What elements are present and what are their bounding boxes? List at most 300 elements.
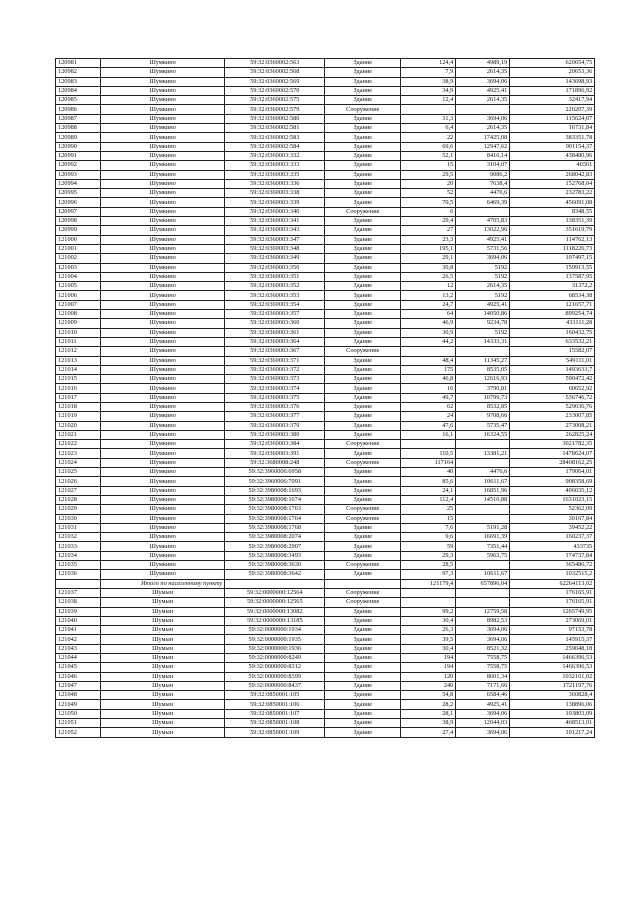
cadastral-value-cell: 160432,75 [510,328,595,337]
area-cell: 69,6 [401,142,456,151]
rate-cell: 9708,66 [456,412,510,421]
settlement-name-cell: Шумкино [101,375,225,384]
cadastral-value-cell: 633532,21 [510,337,595,346]
row-number-cell: 120990 [56,142,101,151]
cadastral-number-cell: 59:32:3980008:1768 [225,523,325,532]
object-type-cell: Здание [325,542,401,551]
object-type-cell: Здание [325,235,401,244]
rate-cell [456,347,510,356]
settlement-name-cell: Шумкино [101,189,225,198]
area-cell: 12 [401,282,456,291]
area-cell: 124,4 [401,59,456,68]
row-number-cell: 121005 [56,282,101,291]
table-row [56,124,595,133]
cadastral-number-cell: 59:32:0360003:373 [225,375,325,384]
area-cell: 13,2 [401,291,456,300]
settlement-name-cell: Шумын [101,635,225,644]
row-number-cell: 121002 [56,254,101,263]
area-cell: 97,3 [401,570,456,579]
rate-cell: 16691,39 [456,533,510,542]
area-cell: 29,5 [401,170,456,179]
cadastral-number-cell: 59:32:0360003:371 [225,356,325,365]
cadastral-value-cell: 433735 [510,542,595,551]
cadastral-number-cell: 59:32:0360003:391 [225,449,325,458]
settlement-name-cell: Шумкино [101,505,225,514]
object-type-cell: Здание [325,68,401,77]
row-number-cell: 121043 [56,644,101,653]
row-number-cell: 121045 [56,663,101,672]
settlement-name-cell: Шумкино [101,365,225,374]
area-cell: 28,5 [401,561,456,570]
settlement-name-cell: Шумкино [101,235,225,244]
cadastral-number-cell: 59:32:0360003:354 [225,300,325,309]
area-cell: 48,4 [401,356,456,365]
settlement-name-cell: Шумкино [101,356,225,365]
cadastral-value-cell: 160237,37 [510,533,595,542]
table-row [56,179,595,188]
area-cell: 120 [401,672,456,681]
row-number-cell: 120995 [56,189,101,198]
cadastral-value-cell: 233007,85 [510,412,595,421]
object-type-cell: Здание [325,310,401,319]
row-number-cell: 121009 [56,319,101,328]
cadastral-number-cell: 59:32:0000000:8312 [225,663,325,672]
settlement-name-cell: Шумын [101,588,225,597]
table-row [56,86,595,95]
object-type-cell: Здание [325,375,401,384]
area-cell: 240 [401,681,456,690]
area-cell: 59 [401,542,456,551]
rate-cell: 5191,28 [456,523,510,532]
cadastral-number-cell: 59:32:0360003:372 [225,365,325,374]
table-row [56,430,595,439]
table-row [56,495,595,504]
object-type-cell: Сооружение [325,514,401,523]
object-type-cell: Здание [325,393,401,402]
table-row [56,551,595,560]
object-type-cell: Здание [325,365,401,374]
rate-cell: 12947,62 [456,142,510,151]
table-row [56,244,595,253]
table-row [56,719,595,728]
rate-cell: 2614,35 [456,68,510,77]
row-number-cell: 120999 [56,226,101,235]
settlement-name-cell: Шумкино [101,430,225,439]
object-type-cell: Здание [325,449,401,458]
cadastral-number-cell: 59:32:0360002:584 [225,142,325,151]
row-number-cell: 121026 [56,477,101,486]
table-row [56,663,595,672]
rate-cell: 4476,6 [456,189,510,198]
row-number-cell: 120992 [56,161,101,170]
cadastral-number-cell: 59:32:0000000:8399 [225,672,325,681]
cadastral-value-cell: 1493633,7 [510,365,595,374]
rate-cell: 4476,6 [456,468,510,477]
cadastral-value-cell: 406035,12 [510,486,595,495]
row-number-cell: 121052 [56,728,101,737]
cadastral-value-cell: 1032161,02 [510,672,595,681]
cadastral-number-cell: 59:32:0360003:375 [225,393,325,402]
row-number-cell: 121021 [56,430,101,439]
cadastral-number-cell: 59:32:3980008:2907 [225,542,325,551]
object-type-cell: Здание [325,263,401,272]
cadastral-number-cell: 59:32:0000000:8437 [225,681,325,690]
settlement-name-cell: Шумкино [101,170,225,179]
cadastral-number-cell: 59:32:0000000:1936 [225,644,325,653]
rate-cell: 14050,86 [456,310,510,319]
rate-cell: 14510,88 [456,495,510,504]
settlement-name-cell: Шумкино [101,198,225,207]
table-row [56,96,595,105]
object-type-cell: Сооружение [325,440,401,449]
rate-cell: 12616,93 [456,375,510,384]
area-cell: 175 [401,365,456,374]
object-type-cell: Здание [325,477,401,486]
cadastral-value-cell: 220207,39 [510,105,595,114]
row-number-cell: 121038 [56,598,101,607]
rate-cell: 4925,41 [456,700,510,709]
rate-cell: 3694,06 [456,709,510,718]
rate-cell: 10611,67 [456,477,510,486]
cadastral-number-cell: 59:32:0360003:361 [225,328,325,337]
object-type-cell: Здание [325,719,401,728]
settlement-name-cell: Шумкино [101,244,225,253]
cadastral-number-cell: 59:32:3980008:1764 [225,514,325,523]
cadastral-number-cell: 59:32:0000000:1935 [225,635,325,644]
table-row [56,272,595,281]
area-cell: 26,3 [401,626,456,635]
row-number-cell: 121034 [56,551,101,560]
settlement-name-cell: Шумкино [101,263,225,272]
cadastral-value-cell: 15582,07 [510,347,595,356]
table-row [56,161,595,170]
table-row [56,486,595,495]
cadastral-value-cell: 16731,84 [510,124,595,133]
settlement-name-cell: Шумын [101,681,225,690]
area-cell: 15 [401,161,456,170]
cadastral-number-cell: 59:32:0360002:580 [225,114,325,123]
cadastral-value-cell: 107497,15 [510,254,595,263]
row-number-cell: 120997 [56,207,101,216]
area-cell: 117164 [401,458,456,467]
table-row [56,533,595,542]
area-cell [401,440,456,449]
settlement-name-cell: Шумкино [101,272,225,281]
object-type-cell: Здание [325,700,401,709]
area-cell: 39,5 [401,635,456,644]
row-number-cell: 120994 [56,179,101,188]
row-number-cell: 121023 [56,449,101,458]
area-cell: 27,4 [401,728,456,737]
row-number-cell: 121028 [56,495,101,504]
rate-cell: 8521,32 [456,644,510,653]
cadastral-number-cell: 59:32:0360003:341 [225,217,325,226]
rate-cell: 4925,41 [456,300,510,309]
rate-cell: 5192 [456,263,510,272]
row-number-cell: 120996 [56,198,101,207]
cadastral-value-cell: 46561 [510,161,595,170]
table-row [56,300,595,309]
object-type-cell [325,579,401,588]
row-number-cell: 121025 [56,468,101,477]
settlement-name-cell: Шумкино [101,458,225,467]
object-type-cell: Здание [325,430,401,439]
area-cell: 29,4 [401,217,456,226]
object-type-cell: Здание [325,681,401,690]
cadastral-value-cell: 468513,01 [510,719,595,728]
area-cell: 22 [401,133,456,142]
settlement-name-cell: Шумкино [101,300,225,309]
cadastral-number-cell: 59:32:0360002:581 [225,124,325,133]
table-row [56,561,595,570]
table-row [56,68,595,77]
cadastral-value-cell: 114762,13 [510,235,595,244]
cadastral-value-cell: 438480,96 [510,151,595,160]
cadastral-number-cell: 59:32:0360003:357 [225,310,325,319]
object-type-cell: Здание [325,114,401,123]
row-number-cell: 121019 [56,412,101,421]
cadastral-number-cell: 59:32:3980008:1674 [225,495,325,504]
row-number-cell: 121018 [56,402,101,411]
row-number-cell: 121004 [56,272,101,281]
rate-cell: 5192 [456,328,510,337]
cadastral-value-cell: 273069,01 [510,616,595,625]
rate-cell: 10799,73 [456,393,510,402]
rate-cell: 10611,67 [456,570,510,579]
settlement-name-cell: Шумкино [101,523,225,532]
area-cell: 6 [401,207,456,216]
cadastral-number-cell: 59:32:0000000:8249 [225,654,325,663]
row-number-cell: 121003 [56,263,101,272]
table-row [56,347,595,356]
object-type-cell: Здание [325,635,401,644]
settlement-name-cell: Шумкино [101,207,225,216]
settlement-name-cell: Шумкино [101,142,225,151]
settlement-name-cell: Шумкино [101,68,225,77]
cadastral-value-cell: 273008,21 [510,421,595,430]
cadastral-number-cell: 59:32:0360003:340 [225,207,325,216]
cadastral-value-cell: 60652,92 [510,384,595,393]
cadastral-number-cell: 59:32:0000000:13082 [225,607,325,616]
table-row [56,375,595,384]
cadastral-number-cell: 59:32:0000000:12565 [225,598,325,607]
rate-cell: 7558,75 [456,654,510,663]
cadastral-value-cell: 351619,79 [510,226,595,235]
rate-cell [456,207,510,216]
object-type-cell: Здание [325,300,401,309]
area-cell: 47,6 [401,421,456,430]
settlement-name-cell: Шумкино [101,319,225,328]
cadastral-number-cell: 59:32:0360003:376 [225,402,325,411]
row-number-cell: 121015 [56,375,101,384]
rate-cell [456,514,510,523]
settlement-name-cell: Шумын [101,700,225,709]
cadastral-number-cell: 59:32:0360003:360 [225,319,325,328]
cadastral-value-cell: 52362,09 [510,505,595,514]
table-row [56,151,595,160]
row-number-cell [56,579,101,588]
rate-cell [456,458,510,467]
object-type-cell: Здание [325,570,401,579]
table-row [56,356,595,365]
row-number-cell: 120984 [56,86,101,95]
object-type-cell: Здание [325,356,401,365]
rate-cell: 7558,75 [456,663,510,672]
object-type-cell: Здание [325,170,401,179]
row-number-cell: 121012 [56,347,101,356]
area-cell: 52 [401,189,456,198]
cadastral-value-table [55,58,595,738]
cadastral-value-cell: 31372,2 [510,282,595,291]
area-cell: 6,4 [401,124,456,133]
rate-cell: 8535,05 [456,365,510,374]
area-cell: 15 [401,514,456,523]
area-cell: 30,4 [401,644,456,653]
table-row [56,477,595,486]
object-type-cell: Здание [325,151,401,160]
subtotal-row [56,579,595,588]
table-row [56,254,595,263]
cadastral-value-cell: 590472,42 [510,375,595,384]
object-type-cell: Здание [325,654,401,663]
rate-cell: 8416,14 [456,151,510,160]
cadastral-value-cell: 101217,24 [510,728,595,737]
object-type-cell: Здание [325,644,401,653]
rate-cell: 3104,07 [456,161,510,170]
cadastral-value-cell: 360828,4 [510,691,595,700]
area-cell: 44,2 [401,337,456,346]
cadastral-number-cell: 59:32:0850001:106 [225,700,325,709]
rate-cell: 9234,78 [456,319,510,328]
area-cell: 16 [401,384,456,393]
rate-cell: 12759,58 [456,607,510,616]
area-cell: 195,1 [401,244,456,253]
row-number-cell: 121033 [56,542,101,551]
area-cell: 121179,4 [401,579,456,588]
row-number-cell: 121011 [56,337,101,346]
settlement-name-cell: Шумкино [101,570,225,579]
area-cell: 29,3 [401,551,456,560]
settlement-name-cell: Шумкино [101,124,225,133]
row-number-cell: 121006 [56,291,101,300]
object-type-cell: Сооружение [325,207,401,216]
cadastral-number-cell: 59:32:0360003:333 [225,161,325,170]
cadastral-value-cell: 1721197,76 [510,681,595,690]
cadastral-number-cell: 59:32:0850001:105 [225,691,325,700]
rate-cell: 5192 [456,272,510,281]
table-row [56,328,595,337]
settlement-name-cell: Шумын [101,654,225,663]
cadastral-value-cell: 176165,91 [510,588,595,597]
rate-cell: 3694,06 [456,626,510,635]
row-number-cell: 120991 [56,151,101,160]
table-row [56,616,595,625]
row-number-cell: 120988 [56,124,101,133]
row-number-cell: 121000 [56,235,101,244]
table-row [56,114,595,123]
rate-cell: 16324,55 [456,430,510,439]
row-number-cell: 121041 [56,626,101,635]
cadastral-value-cell: 115624,07 [510,114,595,123]
table-row [56,337,595,346]
row-number-cell: 120985 [56,96,101,105]
object-type-cell: Здание [325,551,401,560]
cadastral-number-cell: 59:32:0850001:108 [225,719,325,728]
rate-cell: 4925,41 [456,86,510,95]
object-type-cell: Здание [325,77,401,86]
row-number-cell: 121035 [56,561,101,570]
rate-cell: 7638,4 [456,179,510,188]
rate-cell [456,588,510,597]
rate-cell: 8982,53 [456,616,510,625]
area-cell [401,105,456,114]
object-type-cell: Здание [325,384,401,393]
settlement-name-cell: Шумкино [101,337,225,346]
row-number-cell: 121017 [56,393,101,402]
settlement-name-cell: Шумкино [101,114,225,123]
area-cell: 194 [401,654,456,663]
rate-cell: 8601,34 [456,672,510,681]
row-number-cell: 121010 [56,328,101,337]
cadastral-value-cell: 97153,78 [510,626,595,635]
table-row [56,384,595,393]
object-type-cell: Здание [325,523,401,532]
table-row [56,365,595,374]
row-number-cell: 120981 [56,59,101,68]
cadastral-value-cell: 262825,24 [510,430,595,439]
row-number-cell: 121030 [56,514,101,523]
cadastral-value-cell: 28408162,25 [510,458,595,467]
cadastral-number-cell: 59:32:0850001:109 [225,728,325,737]
object-type-cell: Сооружение [325,561,401,570]
row-number-cell: 121031 [56,523,101,532]
settlement-name-cell: Шумкино [101,217,225,226]
settlement-name-cell: Шумкино [101,561,225,570]
row-number-cell: 120987 [56,114,101,123]
cadastral-number-cell: 59:32:3980008:3630 [225,561,325,570]
rate-cell: 12044,03 [456,719,510,728]
settlement-name-cell: Шумкино [101,282,225,291]
object-type-cell: Сооружение [325,105,401,114]
settlement-name-cell: Шумкино [101,151,225,160]
table-row [56,709,595,718]
area-cell: 25 [401,505,456,514]
cadastral-value-cell: 620654,75 [510,59,595,68]
rate-cell: 5735,47 [456,421,510,430]
cadastral-number-cell: 59:32:0360002:575 [225,96,325,105]
object-type-cell: Здание [325,486,401,495]
row-number-cell: 121001 [56,244,101,253]
table-row [56,198,595,207]
area-cell: 24 [401,412,456,421]
cadastral-value-cell: 62264113,02 [510,579,595,588]
row-number-cell: 121049 [56,700,101,709]
rate-cell: 2614,35 [456,96,510,105]
cadastral-number-cell: 59:32:0360003:374 [225,384,325,393]
cadastral-value-cell: 143698,93 [510,77,595,86]
cadastral-value-cell: 137587,95 [510,272,595,281]
row-number-cell: 121051 [56,719,101,728]
area-cell: 31,3 [401,114,456,123]
cadastral-value-cell: 1265749,95 [510,607,595,616]
area-cell: 112,4 [401,495,456,504]
area-cell: 20 [401,179,456,188]
row-number-cell: 120998 [56,217,101,226]
cadastral-number-cell: 59:32:0360002:568 [225,68,325,77]
object-type-cell: Здание [325,691,401,700]
cadastral-value-cell: 365486,72 [510,561,595,570]
settlement-name-cell: Шумкино [101,468,225,477]
